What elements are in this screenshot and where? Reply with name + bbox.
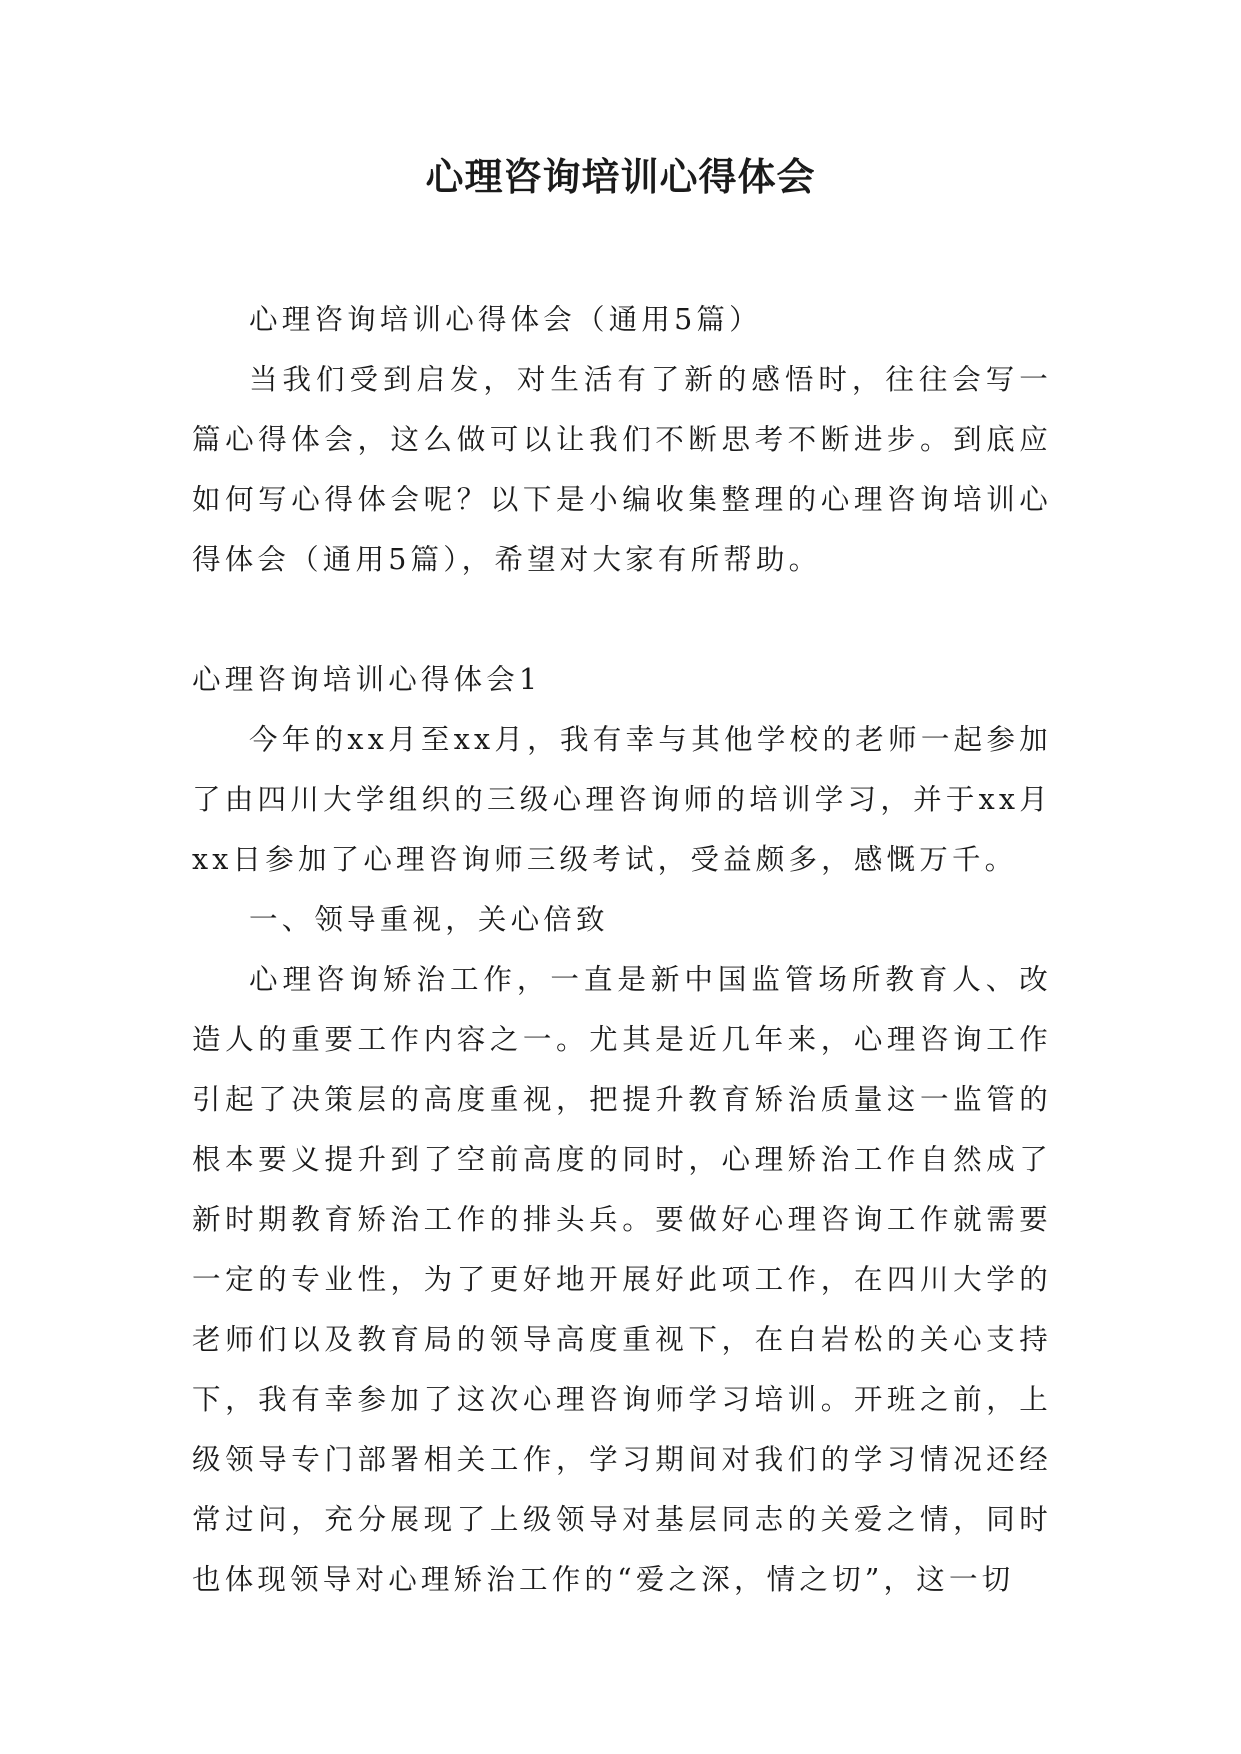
intro-title-line: 心理咨询培训心得体会（通用5篇）: [249, 303, 762, 336]
section-heading: 心理咨询培训心得体会1: [192, 663, 542, 696]
sub-heading: 一、领导重视，关心倍致: [249, 903, 609, 936]
intro-paragraph: 当我们受到启发，对生活有了新的感悟时，往往会写一篇心得体会，这么做可以让我们不断思考不断进步。到底应如何写心得体会呢？以下是小编收集整理的心理咨询培训心得体会（通用5篇），希望对大家有所帮助。: [192, 363, 1052, 576]
document-title: 心理咨询培训心得体会: [425, 155, 816, 199]
body-paragraph: 心理咨询矫治工作，一直是新中国监管场所教育人、改造人的重要工作内容之一。尤其是近几年来，心理咨询工作引起了决策层的高度重视，把提升教育矫治质量这一监管的根本要义提升到了空前高度的同时，心理矫治工作自然成了新时期教育矫治工作的排头兵。要做好心理咨询工作就需要一定的专业性，为了更好地开展好此项工作，在四川大学的老师们以及教育局的领导高度重视下，在白岩松的关心支持下，我有幸参加了这次心理咨询师学习培训。开班之前，上级领导专门部署相关工作，学习期间对我们的学习情况还经常过问，充分展现了上级领导对基层同志的关爱之情，同时也体现领导对心理矫治工作的“爱之深，情之切”，这一切: [192, 963, 1052, 1596]
document-body: [192, 290, 1052, 1610]
body-paragraph: 今年的xx月至xx月，我有幸与其他学校的老师一起参加了由四川大学组织的三级心理咨询师的培训学习，并于xx月xx日参加了心理咨询师三级考试，受益颇多，感慨万千。: [192, 723, 1052, 876]
